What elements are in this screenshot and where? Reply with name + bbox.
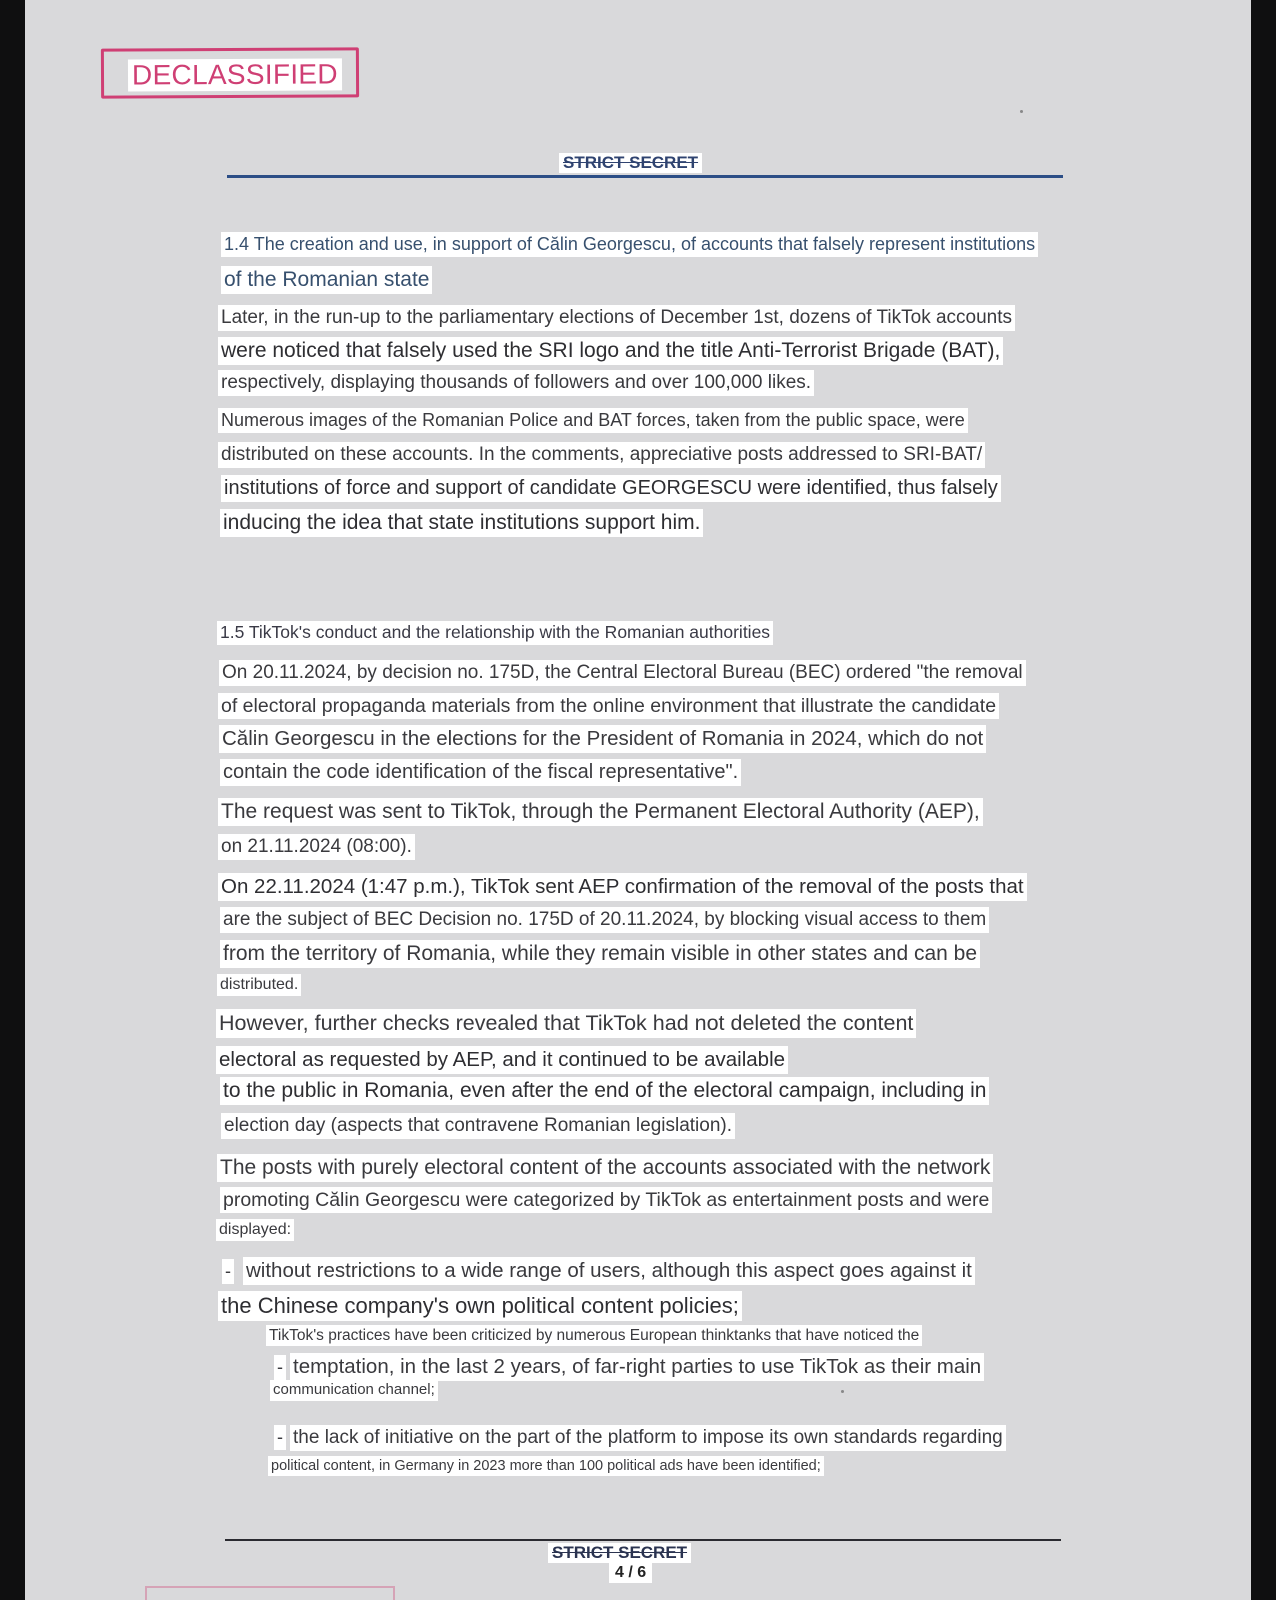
header-rule bbox=[227, 175, 1063, 178]
stamp-label: DECLASSIFIED bbox=[128, 58, 342, 91]
text-line: were noticed that falsely used the SRI logo and the title Anti-Terrorist Brigade (BAT), bbox=[218, 337, 1003, 365]
text-line: distributed. bbox=[217, 974, 301, 996]
text-line: Numerous images of the Romanian Police and BAT forces, taken from the public space, were bbox=[218, 408, 968, 433]
section-heading: 1.4 The creation and use, in support of Călin Georgescu, of accounts that falsely represent institutions bbox=[221, 232, 1038, 257]
scan-speck bbox=[1020, 110, 1023, 113]
page-number: 4 / 6 bbox=[609, 1563, 652, 1583]
list-bullet: - bbox=[274, 1425, 286, 1450]
text-line: promoting Călin Georgescu were categorized by TikTok as entertainment posts and were bbox=[220, 1187, 992, 1213]
document-page bbox=[25, 0, 1251, 1600]
text-line: displayed: bbox=[216, 1219, 294, 1241]
footer-rule bbox=[225, 1539, 1061, 1541]
text-line: from the territory of Romania, while they remain visible in other states and can be bbox=[220, 940, 980, 968]
list-bullet: - bbox=[274, 1355, 286, 1380]
scan-speck bbox=[841, 1390, 844, 1393]
section-heading: 1.5 TikTok's conduct and the relationship with the Romanian authorities bbox=[217, 621, 773, 645]
text-line: inducing the idea that state institutions support him. bbox=[220, 509, 703, 537]
list-item-text: the Chinese company's own political content policies; bbox=[218, 1291, 742, 1321]
text-line: distributed on these accounts. In the comments, appreciative posts addressed to SRI-BAT/ bbox=[218, 442, 985, 468]
text-line: election day (aspects that contravene Romanian legislation). bbox=[221, 1113, 735, 1139]
text-line: electoral as requested by AEP, and it continued to be available bbox=[216, 1046, 788, 1074]
text-line: on 21.11.2024 (08:00). bbox=[218, 834, 415, 860]
text-line: On 20.11.2024, by decision no. 175D, the Central Electoral Bureau (BEC) ordered "the removal bbox=[219, 660, 1026, 686]
list-bullet: - bbox=[222, 1259, 234, 1284]
classification-footer: STRICT SECRET bbox=[548, 1543, 691, 1563]
list-item-text: political content, in Germany in 2023 more than 100 political ads have been identified; bbox=[268, 1456, 824, 1476]
text-line: The request was sent to TikTok, through the Permanent Electoral Authority (AEP), bbox=[218, 798, 983, 826]
text-line: TikTok's practices have been criticized by numerous European thinktanks that have noticed the bbox=[266, 1325, 922, 1346]
text-line: institutions of force and support of candidate GEORGESCU were identified, thus falsely bbox=[221, 475, 1001, 502]
text-line: Călin Georgescu in the elections for the President of Romania in 2024, which do not bbox=[219, 725, 986, 753]
classification-header: STRICT SECRET bbox=[559, 153, 702, 173]
declassified-stamp bbox=[101, 47, 359, 98]
text-line: respectively, displaying thousands of followers and over 100,000 likes. bbox=[218, 370, 814, 396]
list-item-text: without restrictions to a wide range of users, although this aspect goes against it bbox=[243, 1257, 975, 1285]
text-line: of electoral propaganda materials from the online environment that illustrate the candidate bbox=[218, 693, 999, 719]
text-line: to the public in Romania, even after the end of the electoral campaign, including in bbox=[220, 1077, 989, 1105]
text-line: The posts with purely electoral content of the accounts associated with the network bbox=[217, 1154, 993, 1182]
text-line: contain the code identification of the fiscal representative". bbox=[220, 759, 741, 786]
list-item-text: communication channel; bbox=[270, 1380, 438, 1401]
text-line: are the subject of BEC Decision no. 175D of 20.11.2024, by blocking visual access to them bbox=[220, 907, 989, 933]
text-line: Later, in the run-up to the parliamentary elections of December 1st, dozens of TikTok accounts bbox=[218, 305, 1015, 331]
list-item-text: temptation, in the last 2 years, of far-right parties to use TikTok as their main bbox=[290, 1353, 984, 1381]
section-heading-cont: of the Romanian state bbox=[221, 266, 432, 294]
list-item-text: the lack of initiative on the part of the platform to impose its own standards regarding bbox=[290, 1425, 1006, 1451]
faint-stamp-imprint bbox=[145, 1586, 395, 1600]
text-line: However, further checks revealed that TikTok had not deleted the content bbox=[216, 1009, 916, 1038]
text-line: On 22.11.2024 (1:47 p.m.), TikTok sent AEP confirmation of the removal of the posts that bbox=[218, 873, 1027, 901]
